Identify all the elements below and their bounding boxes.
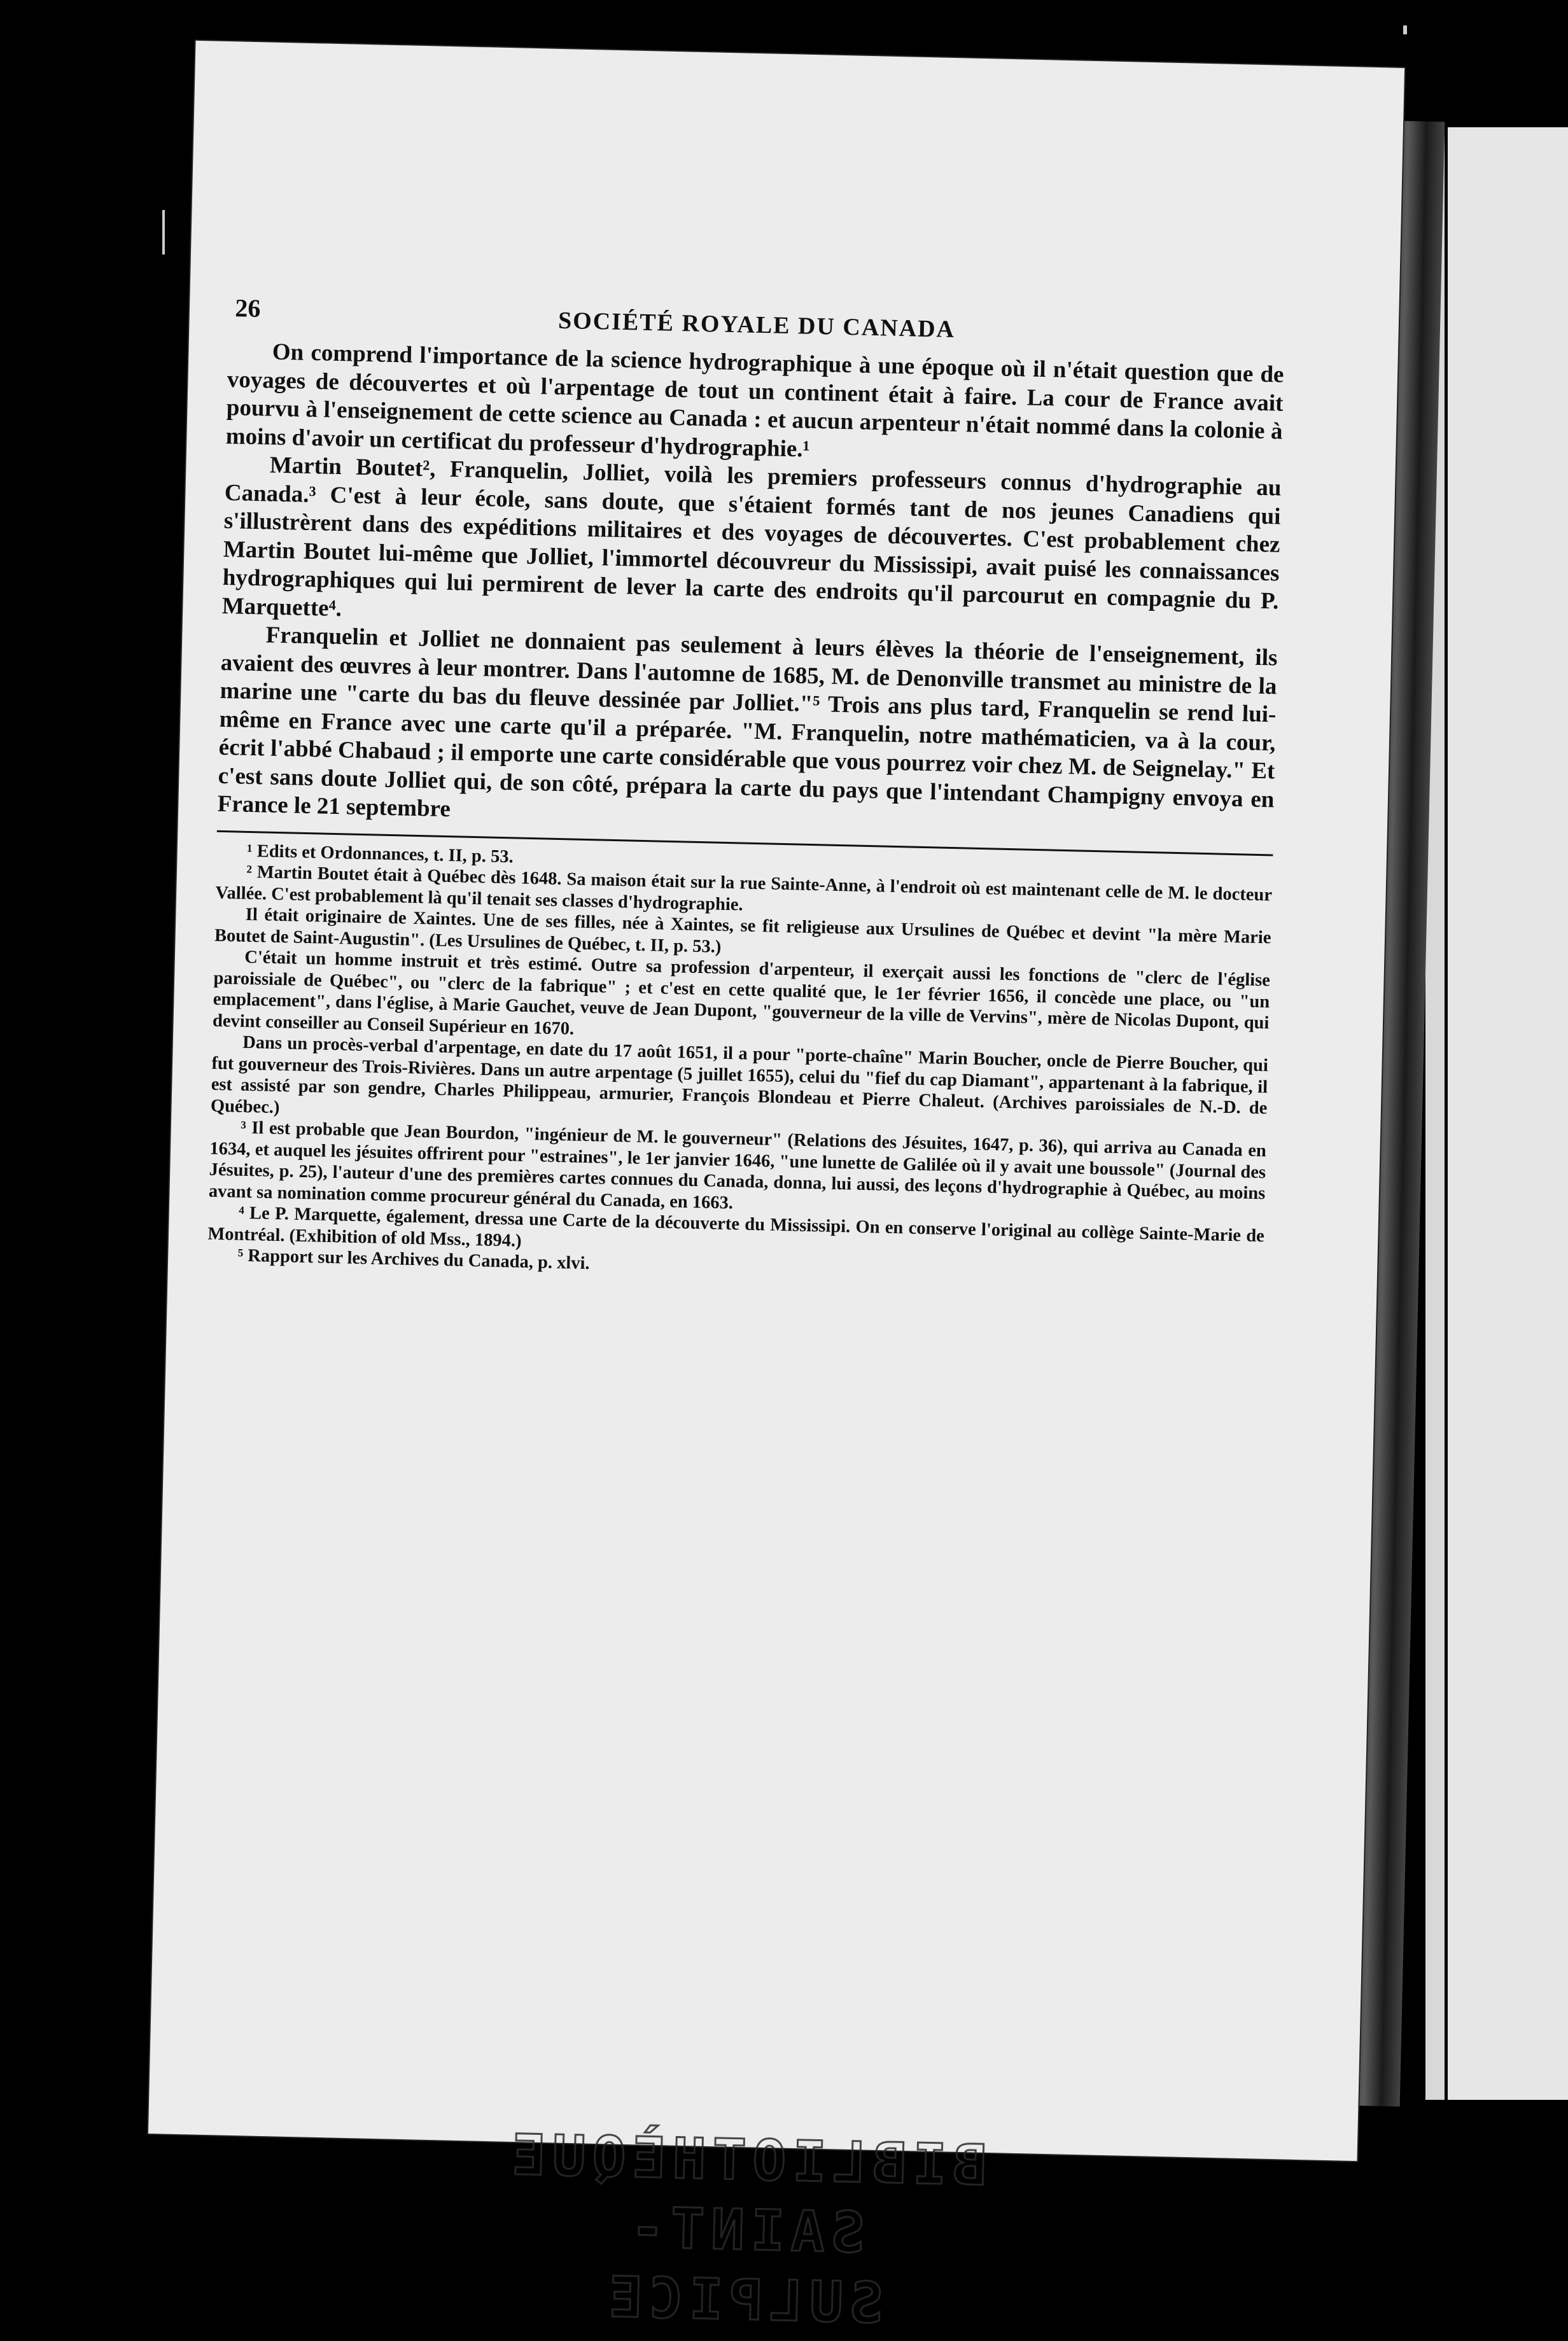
footnote: ¹ Edits et Ordonnances, t. II, p. 53. (246, 841, 514, 867)
library-stamp (500, 2120, 988, 2340)
page-content (207, 293, 1285, 1290)
scan-mark (162, 210, 165, 255)
running-title: SOCIÉTÉ ROYALE DU CANADA (557, 307, 956, 343)
facing-page-edge (1448, 127, 1568, 2100)
footnotes (207, 839, 1273, 1289)
page-number: 26 (234, 293, 261, 323)
paragraph: Franquelin et Jolliet ne donnaient pas seulement à leurs élèves la théorie de l'enseignement, ils avaient des œuvres à leur montrer. Dans l'automne de 1685, M. de Denonville transmet au ministre de la marine une "carte du bas du fleuve dessinée par Jolliet."⁵ Trois ans plus tard, Franquelin se rend lui-même en France avec une carte qu'il a préparée. "M. Franquelin, notre mathématicien, va à la cour, écrit l'abbé Chabaud ; il emporte une carte considérable que vous pourrez voir chez M. de Seignelay." Et c'est sans doute Jolliet qui, de son côté, prépara la carte du pays que l'intendant Champigny envoya en France le 21 septembre (217, 622, 1278, 823)
stamp-line: BIBLIOTHÈQUE (505, 2121, 988, 2198)
footnote: C'était un homme instruit et très estimé. Outre sa profession d'arpenteur, il exerçait aussi les fonctions de "clerc de l'église paroissiale de Québec", ou "clerc de la fabrique" ; et c'est en cette qualité que, le 1er février 1656, il concède une place, ou "un emplacement", dans l'église, à Marie Gauchet, veuve de Jean Dupont, "gouverneur de la ville de Vervins", mère de Nicolas Dupont, qui devint conseiller au Conseil Supérieur en 1670. (212, 947, 1271, 1039)
scan-mark (1403, 25, 1407, 34)
paragraph: Martin Boutet², Franquelin, Jolliet, voilà les premiers professeurs connus d'hydrographie au Canada.³ C'est à leur école, sans doute, que s'étaient formés tant de nos jeunes Canadiens qui s'illustrèrent dans des expéditions militaires et des voyages de découvertes. C'est probablement chez Martin Boutet lui-même que Jolliet, l'immortel découvreur du Mississipi, avait puisé les connaissances hydrographiques qui lui permirent de lever la carte des endroits qu'il parcourut en compagnie du P. Marquette⁴. (221, 452, 1282, 622)
footnote: Il était originaire de Xaintes. Une de ses filles, née à Xaintes, se fit religieuse aux Ursulines de Québec et devint "la mère Marie Boutet de Saint-Augustin". (Les Ursulines de Québec, t. II, p. 53.) (214, 904, 1271, 957)
footnote: ³ Il est probable que Jean Bourdon, "ingénieur de M. le gouverneur" (Relations des Jésuites, 1647, p. 36), qui arriva au Canada en 1634, et auquel les jésuites offrirent pour "estraines", le 1er janvier 1646, "une lunette de Galilée où il y avait une boussole" (Journal des Jésuites, p. 25), l'auteur d'une des premières cartes connues du Canada, donna, lui aussi, des leçons d'hydrographie à Québec, au moins avant sa nomination comme procureur général du Canada, en 1663. (208, 1117, 1267, 1213)
paragraph: On comprend l'importance de la science hydrographique à une époque où il n'était question que de voyages de découvertes et où l'arpentage de tout un continent était à faire. La cour de France avait pourvu à l'enseignement de cette science au Canada : et aucun arpenteur n'était nommé dans la colonie à moins d'avoir un certificat du professeur d'hydrographie.¹ (225, 339, 1284, 463)
footnote: ⁴ Le P. Marquette, également, dressa une Carte de la découverte du Mississipi. On en conserve l'original au collège Sainte-Marie de Montréal. (Exhibition of old Mss., 1894.) (207, 1203, 1265, 1251)
main-text (217, 337, 1284, 842)
footnote: ⁵ Rapport sur les Archives du Canada, p. xlvi. (237, 1245, 590, 1274)
footnote: Dans un procès-verbal d'arpentage, en date du 17 août 1651, il a pour "porte-chaîne" Marin Boucher, oncle de Pierre Boucher, qui fut gouverneur des Trois-Rivières. Dans un autre arpentage (5 juillet 1655), celui du "fief du cap Diamant", appartenant à la fabrique, il est assisté par son gendre, Charles Philippeau, armurier, François Blondeau et Pierre Chaleut. (Archives paroissiales de N.-D. de Québec.) (210, 1032, 1269, 1119)
stamp-line: SAINT-SULPICE (601, 2194, 885, 2336)
footnote: ² Martin Boutet était à Québec dès 1648. Sa maison était sur la rue Sainte-Anne, à l'endroit où est maintenant celle de M. le docteur Vallée. C'est probablement là qu'il tenait ses classes d'hydrographie. (215, 862, 1273, 915)
